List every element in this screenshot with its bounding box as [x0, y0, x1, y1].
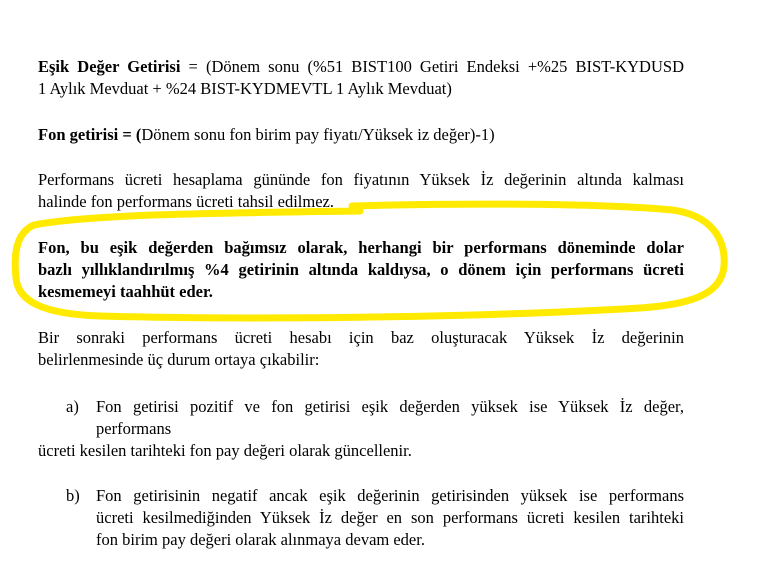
- case-a-continuation: ücreti kesilen tarihteki fon pay değeri olarak güncellenir.: [38, 441, 412, 460]
- fund-return-formula: Fon getirisi = (Dönem sonu fon birim pay fiyatı/Yüksek iz değer)-1): [38, 125, 495, 144]
- fund-return-label: Fon getirisi: [38, 125, 119, 144]
- threshold-return-formula-line2: 1 Aylık Mevduat + %24 BIST-KYDMEVTL 1 Aylık Mevduat): [38, 79, 452, 98]
- three-cases-paragraph: Bir sonraki performans ücreti hesabı için baz oluşturacak Yüksek İz değerinin belirlenmesinde üç durum ortaya çıkabilir:: [38, 328, 684, 369]
- threshold-return-formula-line1: Eşik Değer Getirisi = (Dönem sonu (%51 BIST100 Getiri Endeksi +%25 BIST-KYDUSD: [38, 57, 684, 76]
- case-a-item: Fon getirisi pozitif ve fon getirisi eşik değerden yüksek ise Yüksek İz değer, performans: [96, 397, 684, 438]
- case-b-marker: b): [66, 486, 80, 505]
- threshold-return-label: Eşik Değer Getirisi: [38, 57, 181, 76]
- case-a-marker: a): [66, 397, 79, 416]
- fee-not-charged-paragraph: Performans ücreti hesaplama gününde fon fiyatının Yüksek İz değerinin altında kalması halinde fon performans ücreti tahsil edilmez.: [38, 170, 684, 211]
- case-b-item: Fon getirisinin negatif ancak eşik değerinin getirisinden yüksek ise performans ücreti kesilmediğinden Yüksek İz değer en son performans ücreti kesilen tarihteki fon birim pay değeri olarak alınmaya devam eder.: [96, 486, 684, 549]
- threshold-return-formula: [38, 56, 684, 100]
- highlighted-commitment-paragraph: Fon, bu eşik değerden bağımsız olarak, herhangi bir performans döneminde dolar bazlı yıllıklandırılmış %4 getirinin altında kaldıysa, o dönem için performans ücreti kesmemeyi taahhüt eder.: [38, 238, 684, 301]
